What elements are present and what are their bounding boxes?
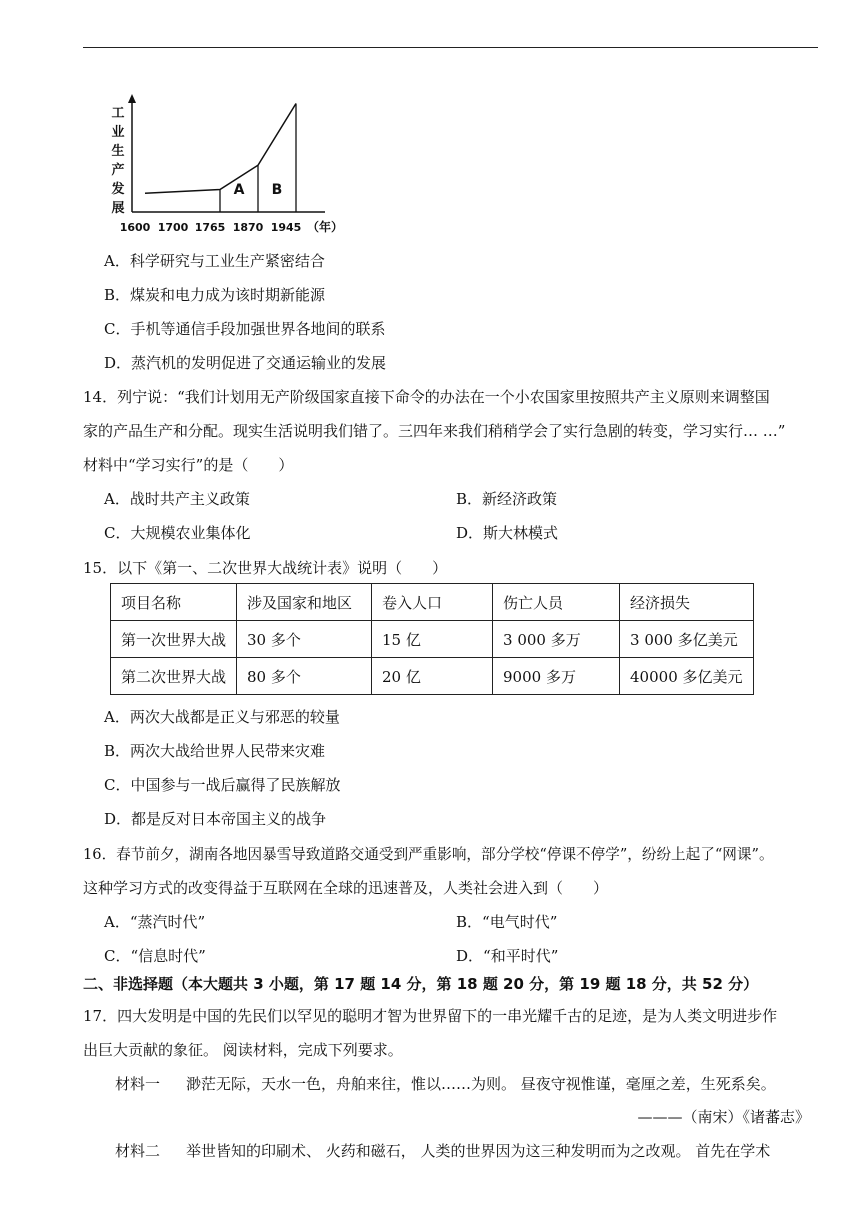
q15-option-a: A．两次大战都是正义与邪恶的较量 — [104, 708, 340, 726]
q14-stem-line-1: 14．列宁说：“我们计划用无产阶级国家直接下命令的办法在一个小农国家里按照共产主义原则来调整国 — [83, 388, 770, 406]
region-label: A — [233, 182, 245, 198]
x-tick-label: 1945 — [270, 221, 302, 234]
table-cell: 9000 多万 — [493, 658, 620, 695]
q17-stem-line-2: 出巨大贡献的象征。 阅读材料，完成下列要求。 — [83, 1041, 403, 1059]
x-tick-label: 1765 — [194, 221, 226, 234]
q15-stem: 15．以下《第一、二次世界大战统计表》说明（ ） — [83, 559, 448, 577]
y-axis-arrow — [128, 94, 136, 103]
y-label-char: 展 — [111, 201, 125, 216]
table-cell: 3 000 多万 — [493, 621, 620, 658]
table-row — [111, 658, 754, 695]
table-cell: 40000 多亿美元 — [620, 658, 754, 695]
q16-stem-line-2: 这种学习方式的改变得益于互联网在全球的迅速普及，人类社会进入到（ ） — [83, 879, 609, 897]
q16-option-d: D．“和平时代” — [456, 947, 559, 965]
q14-option-d: D．斯大林模式 — [456, 524, 559, 542]
table-header-row — [111, 584, 754, 621]
material-2-text: 举世皆知的印刷术、 火药和磁石， 人类的世界因为这三种发明而为之改观。 首先在学术 — [186, 1142, 771, 1160]
table-cell: 3 000 多亿美元 — [620, 621, 754, 658]
q13-option-c: C．手机等通信手段加强世界各地间的联系 — [104, 320, 386, 338]
war-statistics-table — [110, 583, 754, 695]
table-cell: 第二次世界大战 — [111, 658, 237, 695]
q16-option-c: C．“信息时代” — [104, 947, 206, 965]
q14-stem-line-2: 家的产品生产和分配。现实生活说明我们错了。三四年来我们稍稍学会了实行急剧的转变，学习实行… …” — [83, 422, 786, 440]
x-tick-label: 1870 — [232, 221, 264, 234]
section-heading: 二、非选择题（本大题共 3 小题，第 17 题 14 分，第 18 题 20 分，第 19 题 18 分，共 52 分） — [83, 975, 759, 993]
y-label-char: 工 — [111, 106, 125, 121]
material-1-label: 材料一 — [115, 1075, 161, 1093]
table-header-cell: 项目名称 — [111, 584, 237, 621]
table-cell: 80 多个 — [237, 658, 372, 695]
region-label: B — [271, 182, 283, 198]
table-header-cell: 涉及国家和地区 — [237, 584, 372, 621]
q14-option-a: A．战时共产主义政策 — [104, 490, 250, 508]
table-header-cell: 卷入人口 — [372, 584, 493, 621]
y-label-char: 生 — [111, 144, 125, 159]
q16-option-b: B．“电气时代” — [456, 913, 558, 931]
header-rule — [83, 47, 818, 48]
material-2-label: 材料二 — [115, 1142, 161, 1160]
x-tick-label: 1700 — [157, 221, 189, 234]
table-cell: 30 多个 — [237, 621, 372, 658]
table-cell: 20 亿 — [372, 658, 493, 695]
material-1-source: ———（南宋）《诸蕃志》 — [637, 1108, 810, 1126]
q13-option-a: A．科学研究与工业生产紧密结合 — [104, 252, 325, 270]
table-cell: 15 亿 — [372, 621, 493, 658]
table-row — [111, 621, 754, 658]
x-tick-label: 1600 — [119, 221, 151, 234]
q14-option-c: C．大规模农业集体化 — [104, 524, 251, 542]
q17-stem-line-1: 17．四大发明是中国的先民们以罕见的聪明才智为世界留下的一串光耀千古的足迹，是为人类文明进步作 — [83, 1007, 778, 1025]
y-label-char: 业 — [111, 125, 125, 140]
y-label-char: 产 — [111, 163, 125, 178]
table-header-cell: 经济损失 — [620, 584, 754, 621]
q14-stem-line-3: 材料中“学习实行”的是（ ） — [83, 456, 294, 474]
q14-option-b: B．新经济政策 — [456, 490, 558, 508]
q16-stem-line-1: 16．春节前夕，湖南各地因暴雪导致道路交通受到严重影响，部分学校“停课不停学”，纷纷上起了“网课”。 — [83, 846, 774, 863]
industry-growth-chart — [100, 90, 360, 240]
growth-curve — [145, 103, 296, 193]
q13-option-b: B．煤炭和电力成为该时期新能源 — [104, 286, 326, 304]
material-1-text: 渺茫无际，天水一色，舟舶来往，惟以……为则。 昼夜守视惟谨，毫厘之差，生死系矣。 — [186, 1075, 776, 1093]
y-label-char: 发 — [111, 182, 125, 197]
q15-option-c: C．中国参与一战后赢得了民族解放 — [104, 776, 341, 794]
table-header-cell: 伤亡人员 — [493, 584, 620, 621]
x-unit-label: （年） — [306, 220, 344, 234]
table-cell: 第一次世界大战 — [111, 621, 237, 658]
q15-option-d: D．都是反对日本帝国主义的战争 — [104, 810, 327, 828]
q16-option-a: A．“蒸汽时代” — [104, 913, 206, 931]
q13-option-d: D．蒸汽机的发明促进了交通运输业的发展 — [104, 354, 387, 372]
y-axis-label — [110, 106, 124, 216]
q15-option-b: B．两次大战给世界人民带来灾难 — [104, 742, 326, 760]
